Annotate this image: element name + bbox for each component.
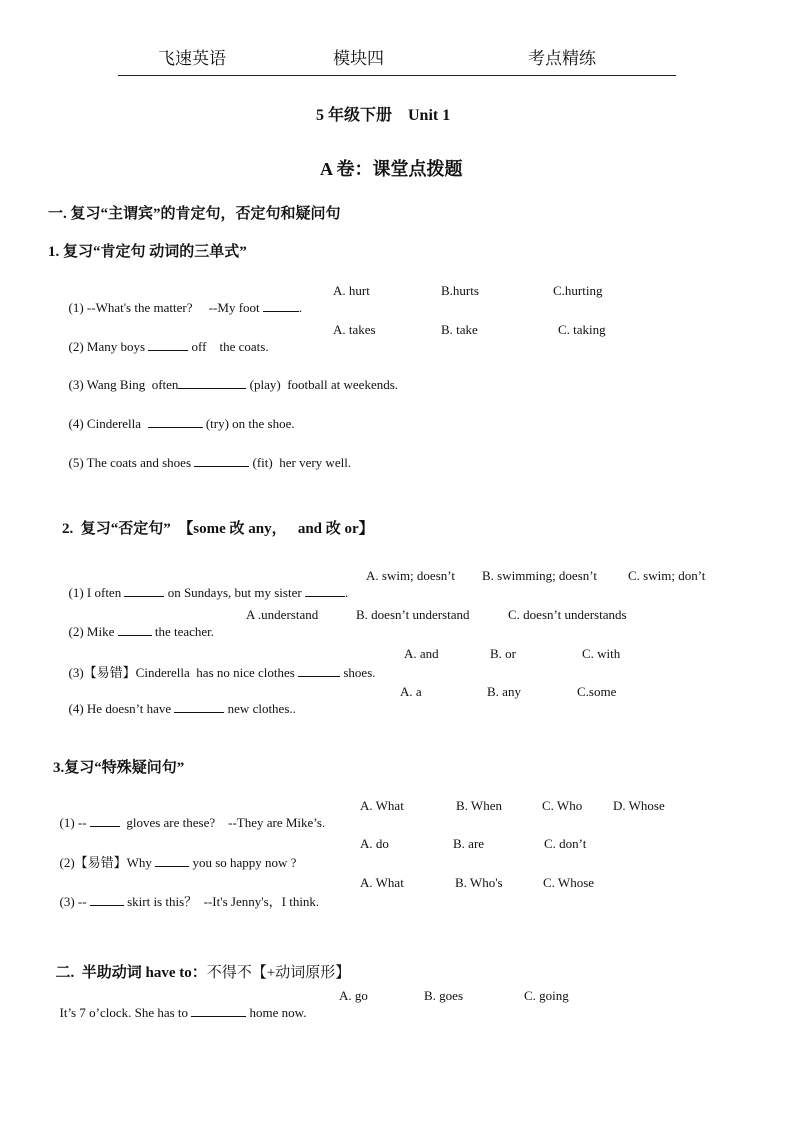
option-a[interactable]: A. takes <box>333 322 376 337</box>
header-left: 飞速英语 <box>158 49 226 69</box>
option-c[interactable]: C. going <box>524 988 569 1003</box>
option-a[interactable]: A .understand <box>246 607 319 622</box>
option-a[interactable]: A. swim; doesn’t <box>366 568 455 583</box>
answer-blank[interactable] <box>90 814 120 827</box>
option-c[interactable]: C. with <box>582 646 621 661</box>
question-text: shoes. <box>340 665 376 680</box>
question-text: (1) -- <box>59 815 90 830</box>
question-text: home now. <box>246 1005 307 1020</box>
option-c[interactable]: C. Whose <box>543 875 595 890</box>
option-b[interactable]: B. Who's <box>455 875 503 890</box>
part2-heading-rest: 不得不【+动词原形】 <box>206 965 351 981</box>
page-subtitle: A 卷：课堂点拨题 <box>320 159 463 179</box>
question-text: on Sundays, but my sister <box>164 585 305 600</box>
section3-heading: 3.复习“特殊疑问句” <box>53 760 185 776</box>
option-a[interactable]: A. What <box>360 875 404 890</box>
option-d[interactable]: D. Whose <box>613 798 665 813</box>
section1-heading: 1. 复习“肯定句 动词的三单式” <box>48 244 247 260</box>
question-text: (play) football at weekends. <box>246 377 399 392</box>
option-a[interactable]: A. a <box>400 684 422 699</box>
question-text: (4) He doesn’t have <box>68 701 175 716</box>
question-2-2 <box>62 607 214 640</box>
question-text: off the coats. <box>188 339 269 354</box>
option-a[interactable]: A. do <box>360 836 389 851</box>
question-text: It’s 7 o’clock. She has to <box>59 1005 192 1020</box>
option-a[interactable]: A. hurt <box>333 283 370 298</box>
answer-blank[interactable] <box>191 1004 246 1017</box>
answer-blank[interactable] <box>178 376 246 389</box>
question-text: (1) --What's the matter? --My foot <box>68 300 263 315</box>
option-b[interactable]: B. doesn’t understand <box>356 607 470 622</box>
part2-heading <box>48 944 350 982</box>
question-text: (try) on the shoe. <box>202 416 295 431</box>
page-title: 5 年级下册 Unit 1 <box>316 107 451 124</box>
answer-blank[interactable] <box>263 299 299 312</box>
question-p2-1 <box>53 988 306 1021</box>
question-text: you so happy now ? <box>189 855 297 870</box>
question-text: (fit) her very well. <box>249 455 352 470</box>
question-text: the teacher. <box>151 624 215 639</box>
option-b[interactable]: B. goes <box>424 988 463 1003</box>
option-c[interactable]: C.hurting <box>553 283 603 298</box>
question-text: (3) -- <box>59 894 90 909</box>
question-text: gloves are these? --They are Mike’s. <box>119 815 326 830</box>
option-b[interactable]: B. take <box>441 322 478 337</box>
question-1-2 <box>62 322 269 355</box>
answer-blank[interactable] <box>194 454 249 467</box>
question-2-3 <box>62 646 376 681</box>
header-right: 考点精练 <box>528 49 596 69</box>
question-3-3 <box>53 875 319 910</box>
answer-blank[interactable] <box>298 664 340 677</box>
answer-blank[interactable] <box>305 584 345 597</box>
answer-blank[interactable] <box>148 415 203 428</box>
part1-heading: 一. 复习“主谓宾”的肯定句，否定句和疑问句 <box>48 206 341 222</box>
question-3-1 <box>53 798 325 831</box>
option-a[interactable]: A. and <box>404 646 439 661</box>
option-b[interactable]: B. are <box>453 836 485 851</box>
option-c[interactable]: C. don’t <box>544 836 587 851</box>
answer-blank[interactable] <box>155 854 189 867</box>
option-c[interactable]: C. taking <box>558 322 606 337</box>
option-b[interactable]: B. any <box>487 684 521 699</box>
question-text: (2)【易错】Why <box>59 855 156 870</box>
question-text: (5) The coats and shoes <box>68 455 195 470</box>
header-center: 模块四 <box>333 49 384 69</box>
question-text: . <box>344 585 352 600</box>
answer-blank[interactable] <box>90 893 124 906</box>
answer-blank[interactable] <box>174 700 224 713</box>
option-b[interactable]: B. When <box>456 798 502 813</box>
option-b[interactable]: B. or <box>490 646 516 661</box>
option-c[interactable]: C. swim; don’t <box>628 568 706 583</box>
section2-heading: 2. 复习“否定句” 【some 改 any， and 改 or】 <box>62 521 374 537</box>
question-text: (3)【易错】Cinderella has no nice clothes <box>68 665 299 680</box>
header-divider <box>118 75 676 76</box>
question-text: (2) Mike <box>68 624 118 639</box>
question-text: (4) Cinderella <box>68 416 148 431</box>
question-text: skirt is this？ --It's Jenny's，I think. <box>123 894 320 909</box>
question-text: new clothes.. <box>224 701 296 716</box>
question-text: . <box>298 300 303 315</box>
part2-heading-bold: 二. 半助动词 have to： <box>55 965 207 981</box>
question-2-4 <box>62 684 296 717</box>
option-b[interactable]: B.hurts <box>441 283 479 298</box>
option-c[interactable]: C.some <box>577 684 617 699</box>
answer-blank[interactable] <box>148 338 188 351</box>
option-a[interactable]: A. go <box>339 988 368 1003</box>
option-c[interactable]: C. doesn’t understands <box>508 607 627 622</box>
answer-blank[interactable] <box>124 584 164 597</box>
option-c[interactable]: C. Who <box>542 798 583 813</box>
question-1-5 <box>62 438 351 471</box>
answer-blank[interactable] <box>118 623 152 636</box>
question-1-1 <box>62 283 302 316</box>
question-1-3 <box>62 360 398 393</box>
question-2-1 <box>62 568 351 601</box>
option-b[interactable]: B. swimming; doesn’t <box>482 568 597 583</box>
question-1-4 <box>62 399 295 432</box>
question-text: (3) Wang Bing often <box>68 377 179 392</box>
question-3-2 <box>53 836 296 871</box>
question-text: (1) I often <box>68 585 125 600</box>
option-a[interactable]: A. What <box>360 798 404 813</box>
question-text: (2) Many boys <box>68 339 149 354</box>
